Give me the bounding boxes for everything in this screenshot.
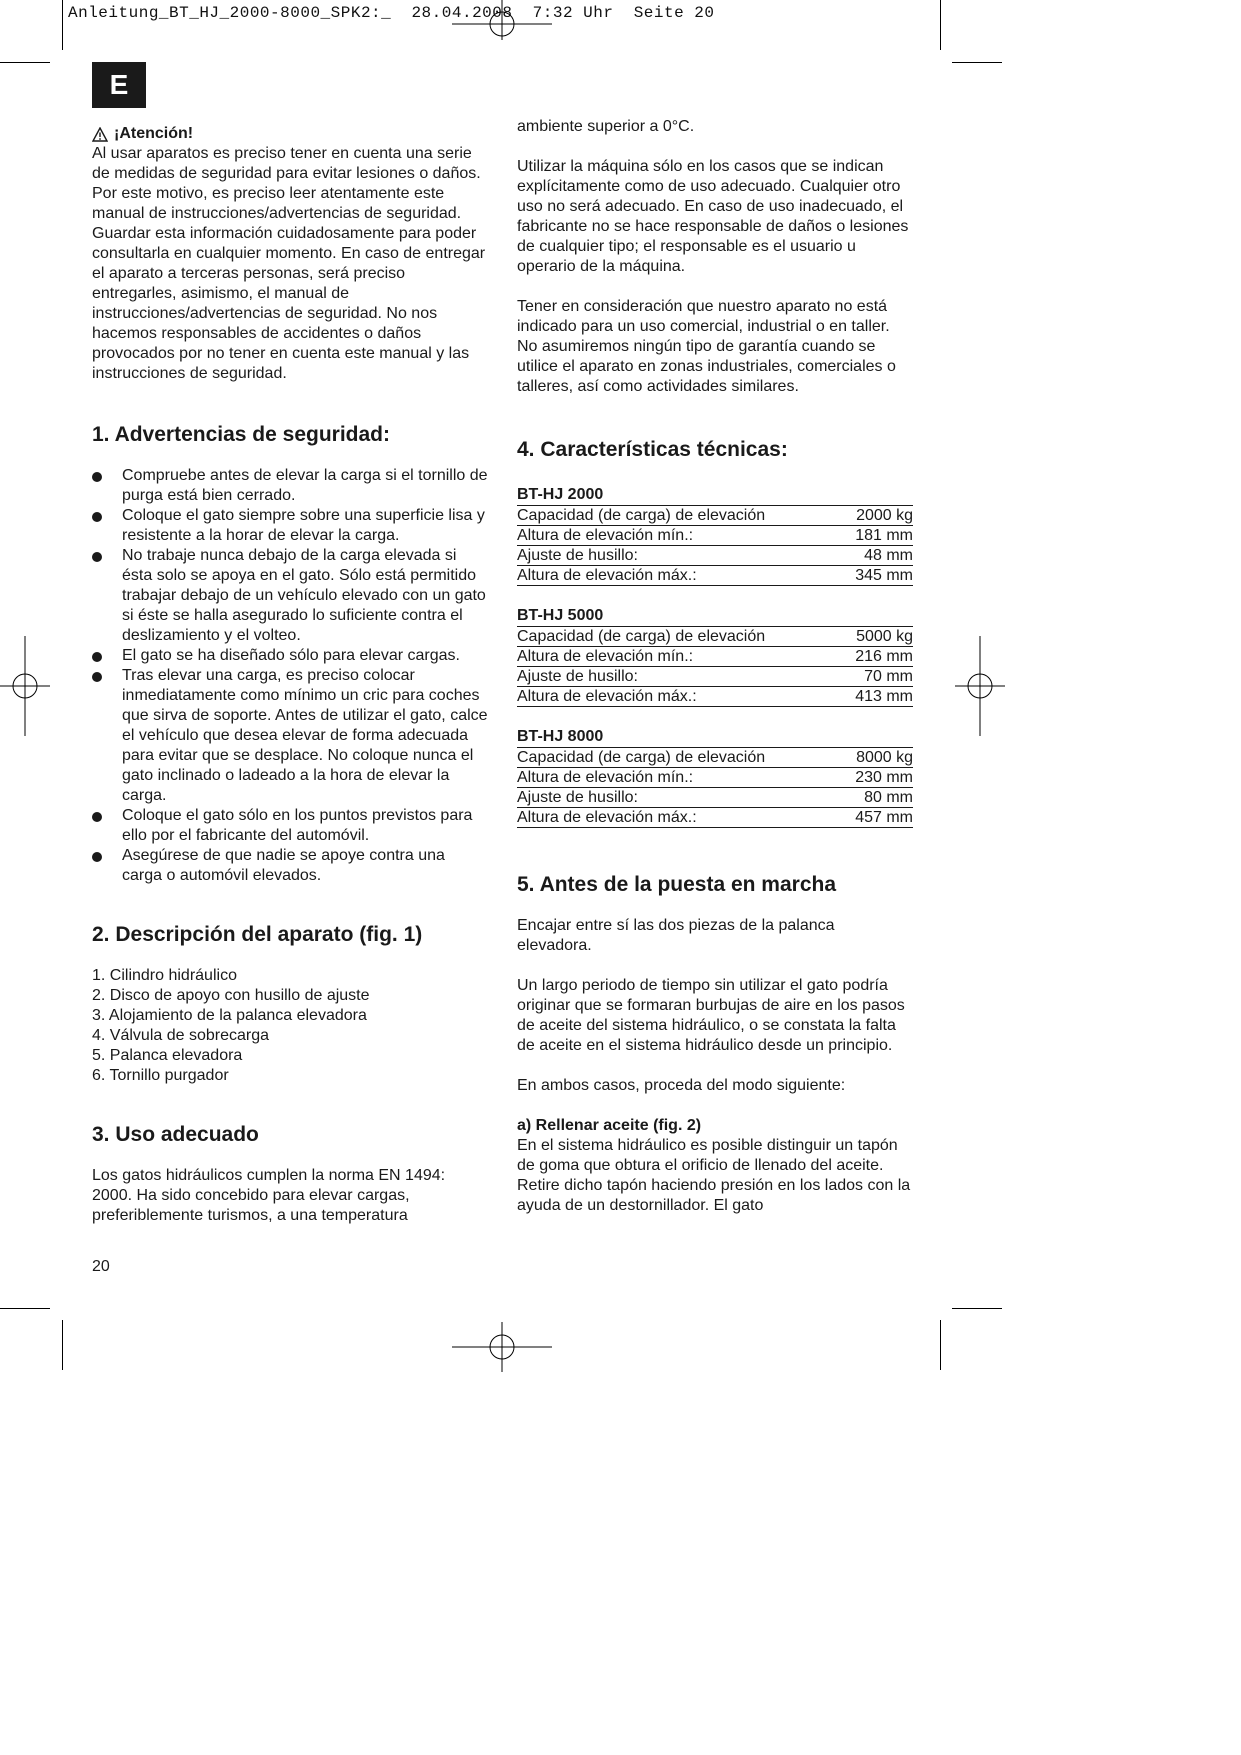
parts-list bbox=[92, 966, 488, 1086]
spec-table bbox=[517, 747, 913, 828]
table-row bbox=[517, 546, 913, 566]
list-item: No trabaje nunca debajo de la carga elevada si ésta solo se apoya en el gato. Sólo está permitido trabajar debajo de un vehículo elevado con un gato si éste se halla asegurado lo suficiente contra el deslizamiento y el volteo. bbox=[92, 546, 488, 646]
section-3-paragraph: Utilizar la máquina sólo en los casos que se indican explícitamente como de uso adecuado. Cualquier otro uso no será adecuado. En caso de uso inadecuado, el fabricante no se hace responsable de daños o lesiones de cualquier tipo; el responsable es el usuario u operario de la máquina. bbox=[517, 158, 909, 275]
spec-value: 230 mm bbox=[838, 768, 913, 788]
spec-value: 345 mm bbox=[838, 566, 913, 586]
list-item: Coloque el gato sólo en los puntos previstos para ello por el fabricante del automóvil. bbox=[92, 806, 488, 846]
spec-label: Capacidad (de carga) de elevación bbox=[517, 627, 838, 647]
table-row bbox=[517, 808, 913, 828]
spec-label: Altura de elevación mín.: bbox=[517, 647, 838, 667]
left-column bbox=[92, 124, 488, 1226]
attention-heading bbox=[92, 124, 488, 144]
section-5-paragraph: En ambos casos, proceda del modo siguiente: bbox=[517, 1077, 846, 1094]
table-row bbox=[517, 768, 913, 788]
table-row bbox=[517, 647, 913, 667]
crop-mark bbox=[940, 0, 941, 50]
model-title: BT-HJ 5000 bbox=[517, 607, 604, 624]
section-5-title: 5. Antes de la puesta en marcha bbox=[517, 873, 837, 896]
section-4-title: 4. Características técnicas: bbox=[517, 438, 788, 461]
model-title: BT-HJ 8000 bbox=[517, 728, 604, 745]
list-item: 4. Válvula de sobrecarga bbox=[92, 1027, 269, 1044]
spec-label: Altura de elevación máx.: bbox=[517, 687, 838, 707]
list-item: 1. Cilindro hidráulico bbox=[92, 967, 237, 984]
section-1-title: 1. Advertencias de seguridad: bbox=[92, 423, 390, 446]
crop-mark bbox=[952, 1308, 1002, 1309]
crop-mark bbox=[62, 1320, 63, 1370]
table-row bbox=[517, 566, 913, 586]
spec-label: Ajuste de husillo: bbox=[517, 546, 838, 566]
section-5-paragraph: Un largo periodo de tiempo sin utilizar el gato podría originar que se formaran burbujas de aire en los pasos de aceite del sistema hidráulico, o se constata la falta de aceite en el sistema hidráulico desde un principio. bbox=[517, 977, 905, 1054]
crop-mark bbox=[940, 1320, 941, 1370]
subsection-title: a) Rellenar aceite (fig. 2) bbox=[517, 1117, 702, 1134]
table-row bbox=[517, 687, 913, 707]
spec-value: 2000 kg bbox=[838, 506, 913, 526]
list-item: Compruebe antes de elevar la carga si el tornillo de purga está bien cerrado. bbox=[92, 466, 488, 506]
spec-value: 413 mm bbox=[838, 687, 913, 707]
spec-label: Altura de elevación mín.: bbox=[517, 768, 838, 788]
table-row bbox=[517, 667, 913, 687]
spec-value: 80 mm bbox=[838, 788, 913, 808]
spec-value: 181 mm bbox=[838, 526, 913, 546]
right-column bbox=[517, 117, 913, 1216]
crop-mark bbox=[0, 1308, 50, 1309]
spec-block bbox=[517, 485, 913, 586]
list-item: Asegúrese de que nadie se apoye contra una carga o automóvil elevados. bbox=[92, 846, 488, 886]
subsection-body: En el sistema hidráulico es posible distinguir un tapón de goma que obtura el orificio de llenado del aceite. Retire dicho tapón haciendo presión en los lados con la ayuda de un destornillador. El gato bbox=[517, 1137, 911, 1214]
attention-body: Al usar aparatos es preciso tener en cuenta una serie de medidas de seguridad para evitar lesiones o daños. Por este motivo, es preciso leer atentamente este manual de instrucciones/advertencias de seguridad. Guardar esta información cuidadosamente para poder consultarla en cualquier momento. En caso de entregar el aparato a terceras personas, será preciso entregarles, asimismo, el manual de instrucciones/advertencias de seguridad. No nos hacemos responsables de accidentes o daños provocados por no tener en cuenta este manual y las instrucciones de seguridad. bbox=[92, 145, 486, 382]
spec-label: Ajuste de husillo: bbox=[517, 667, 838, 687]
registration-mark-icon bbox=[452, 0, 552, 40]
crop-mark bbox=[62, 0, 63, 50]
spec-label: Ajuste de husillo: bbox=[517, 788, 838, 808]
spec-value: 5000 kg bbox=[838, 627, 913, 647]
section-3-paragraph: Tener en consideración que nuestro aparato no está indicado para un uso comercial, industrial o en taller. No asumiremos ningún tipo de garantía cuando se utilice el aparato en zonas industriales, comerciales o talleres, así como actividades similares. bbox=[517, 298, 896, 395]
spec-table bbox=[517, 505, 913, 586]
section-3-continuation: ambiente superior a 0°C. bbox=[517, 118, 695, 135]
section-3-paragraph: Los gatos hidráulicos cumplen la norma EN 1494: 2000. Ha sido concebido para elevar cargas, preferiblemente turismos, a una temperatura bbox=[92, 1167, 446, 1224]
list-item: 6. Tornillo purgador bbox=[92, 1067, 229, 1084]
spec-value: 457 mm bbox=[838, 808, 913, 828]
spec-value: 70 mm bbox=[838, 667, 913, 687]
table-row bbox=[517, 788, 913, 808]
registration-mark-icon bbox=[0, 636, 50, 736]
spec-block bbox=[517, 606, 913, 707]
print-header: Anleitung_BT_HJ_2000-8000_SPK2:_ 28.04.2008 7:32 Uhr Seite 20 bbox=[68, 4, 715, 22]
spec-label: Altura de elevación mín.: bbox=[517, 526, 838, 546]
attention-title: ¡Atención! bbox=[114, 125, 194, 142]
spec-value: 48 mm bbox=[838, 546, 913, 566]
list-item: Coloque el gato siempre sobre una superficie lisa y resistente a la horar de elevar la carga. bbox=[92, 506, 488, 546]
list-item: 3. Alojamiento de la palanca elevadora bbox=[92, 1007, 367, 1024]
table-row bbox=[517, 526, 913, 546]
list-item: 5. Palanca elevadora bbox=[92, 1047, 243, 1064]
section-5-paragraph: Encajar entre sí las dos piezas de la palanca elevadora. bbox=[517, 917, 835, 954]
spec-value: 8000 kg bbox=[838, 748, 913, 768]
model-title: BT-HJ 2000 bbox=[517, 486, 604, 503]
safety-list bbox=[92, 466, 488, 886]
section-3-title: 3. Uso adecuado bbox=[92, 1123, 259, 1146]
spec-label: Capacidad (de carga) de elevación bbox=[517, 506, 838, 526]
crop-mark bbox=[952, 62, 1002, 63]
page-number: 20 bbox=[92, 1258, 110, 1275]
spec-label: Capacidad (de carga) de elevación bbox=[517, 748, 838, 768]
spec-label: Altura de elevación máx.: bbox=[517, 566, 838, 586]
section-2-title: 2. Descripción del aparato (fig. 1) bbox=[92, 923, 423, 946]
spec-label: Altura de elevación máx.: bbox=[517, 808, 838, 828]
list-item: Tras elevar una carga, es preciso colocar inmediatamente como mínimo un cric para coches que sirva de soporte. Antes de utilizar el gato, calce el vehículo que desea elevar de forma adecuada para evitar que se desplace. No coloque nunca el gato inclinado o ladeado a la hora de elevar la carga. bbox=[92, 666, 488, 806]
list-item: 2. Disco de apoyo con husillo de ajuste bbox=[92, 987, 370, 1004]
language-badge: E bbox=[92, 62, 146, 108]
registration-mark-icon bbox=[452, 1322, 552, 1372]
spec-block bbox=[517, 727, 913, 828]
crop-mark bbox=[0, 62, 50, 63]
spec-table bbox=[517, 626, 913, 707]
table-row bbox=[517, 627, 913, 647]
registration-mark-icon bbox=[955, 636, 1005, 736]
list-item: El gato se ha diseñado sólo para elevar cargas. bbox=[92, 646, 488, 666]
table-row bbox=[517, 506, 913, 526]
warning-triangle-icon bbox=[92, 127, 108, 142]
spec-value: 216 mm bbox=[838, 647, 913, 667]
table-row bbox=[517, 748, 913, 768]
